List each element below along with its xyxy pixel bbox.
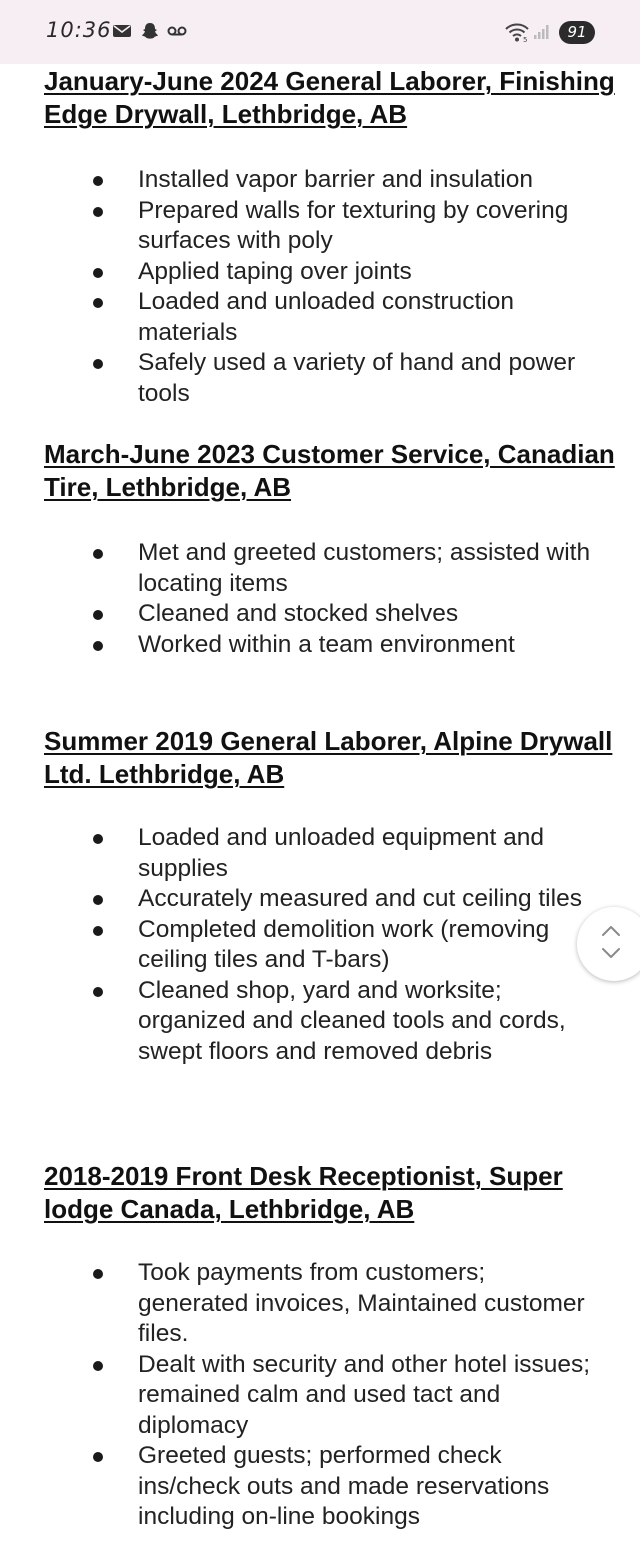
signal-icon [532, 21, 552, 46]
job-heading: 2018-2019 Front Desk Receptionist, Super lodge Canada, Lethbridge, AB [44, 1161, 563, 1224]
job-bullet-list [0, 538, 640, 660]
list-item [0, 1350, 640, 1442]
list-item-text: Cleaned and stocked shelves [138, 600, 459, 627]
bullet-icon [93, 359, 103, 369]
bullet-icon [93, 268, 103, 278]
list-item [0, 1258, 640, 1350]
voicemail-icon [166, 21, 188, 46]
job-bullet-list [0, 1258, 640, 1533]
status-bar [0, 0, 640, 64]
list-item-text: Met and greeted customers; assisted with locating items [138, 539, 591, 597]
job-heading: Summer 2019 General Laborer, Alpine Drywall Ltd. Lethbridge, AB [44, 726, 613, 789]
list-item [0, 348, 640, 409]
list-item-text: Safely used a variety of hand and power tools [138, 349, 576, 407]
bullet-icon [93, 610, 103, 620]
list-item-text: Greeted guests; performed check ins/check outs and made reservations including on-line bookings [138, 1442, 550, 1530]
bullet-icon [93, 926, 103, 936]
list-item-text: Cleaned shop, yard and worksite; organized and cleaned tools and cords, swept floors and removed debris [138, 976, 566, 1065]
list-item [0, 165, 640, 196]
snapchat-icon [140, 21, 160, 46]
bullet-icon [93, 987, 103, 997]
list-item [0, 884, 640, 915]
list-item-text: Worked within a team environment [138, 630, 515, 658]
list-item-text: Applied taping over joints [138, 257, 412, 285]
list-item-text: Completed demolition work (removing ceiling tiles and T-bars) [138, 915, 550, 973]
list-item [0, 287, 640, 348]
bullet-icon [93, 207, 103, 217]
chevron-up-icon[interactable] [601, 923, 621, 942]
list-item-text: Took payments from customers; generated invoices, Maintained customer files. [138, 1259, 585, 1347]
bullet-icon [93, 176, 103, 186]
wifi-icon [504, 20, 530, 49]
job-heading: January-June 2024 General Laborer, Finishing Edge Drywall, Lethbridge, AB [44, 66, 615, 129]
list-item [0, 823, 640, 884]
list-item [0, 1441, 640, 1533]
job-bullet-list [0, 165, 640, 409]
bullet-icon [93, 834, 103, 844]
list-item [0, 630, 640, 661]
list-item-text: Dealt with security and other hotel issues; remained calm and used tact and diplomacy [138, 1350, 591, 1439]
list-item-text: Installed vapor barrier and insulation [138, 166, 533, 193]
list-item-text: Loaded and unloaded equipment and supplies [138, 824, 544, 882]
list-item-text: Prepared walls for texturing by covering surfaces with poly [138, 196, 569, 254]
bullet-icon [93, 1452, 103, 1462]
svg-text:5: 5 [523, 36, 528, 44]
bullet-icon [93, 298, 103, 308]
list-item-text: Accurately measured and cut ceiling tiles [138, 885, 582, 912]
list-item [0, 915, 640, 976]
job-bullet-list [0, 823, 640, 1067]
bullet-icon [93, 1361, 103, 1371]
chevron-down-icon[interactable] [601, 947, 621, 966]
bullet-icon [93, 549, 103, 559]
list-item [0, 196, 640, 257]
list-item-text: Loaded and unloaded construction materials [138, 288, 514, 346]
status-time: 10:36 [46, 18, 112, 42]
list-item [0, 538, 640, 599]
bullet-icon [93, 1269, 103, 1279]
bullet-icon [93, 641, 103, 651]
list-item [0, 599, 640, 630]
list-item [0, 976, 640, 1068]
bullet-icon [93, 895, 103, 905]
battery-icon: 91 [559, 21, 595, 44]
list-item [0, 257, 640, 288]
job-heading: March-June 2023 Customer Service, Canadian Tire, Lethbridge, AB [44, 439, 615, 502]
mail-icon [112, 21, 132, 46]
